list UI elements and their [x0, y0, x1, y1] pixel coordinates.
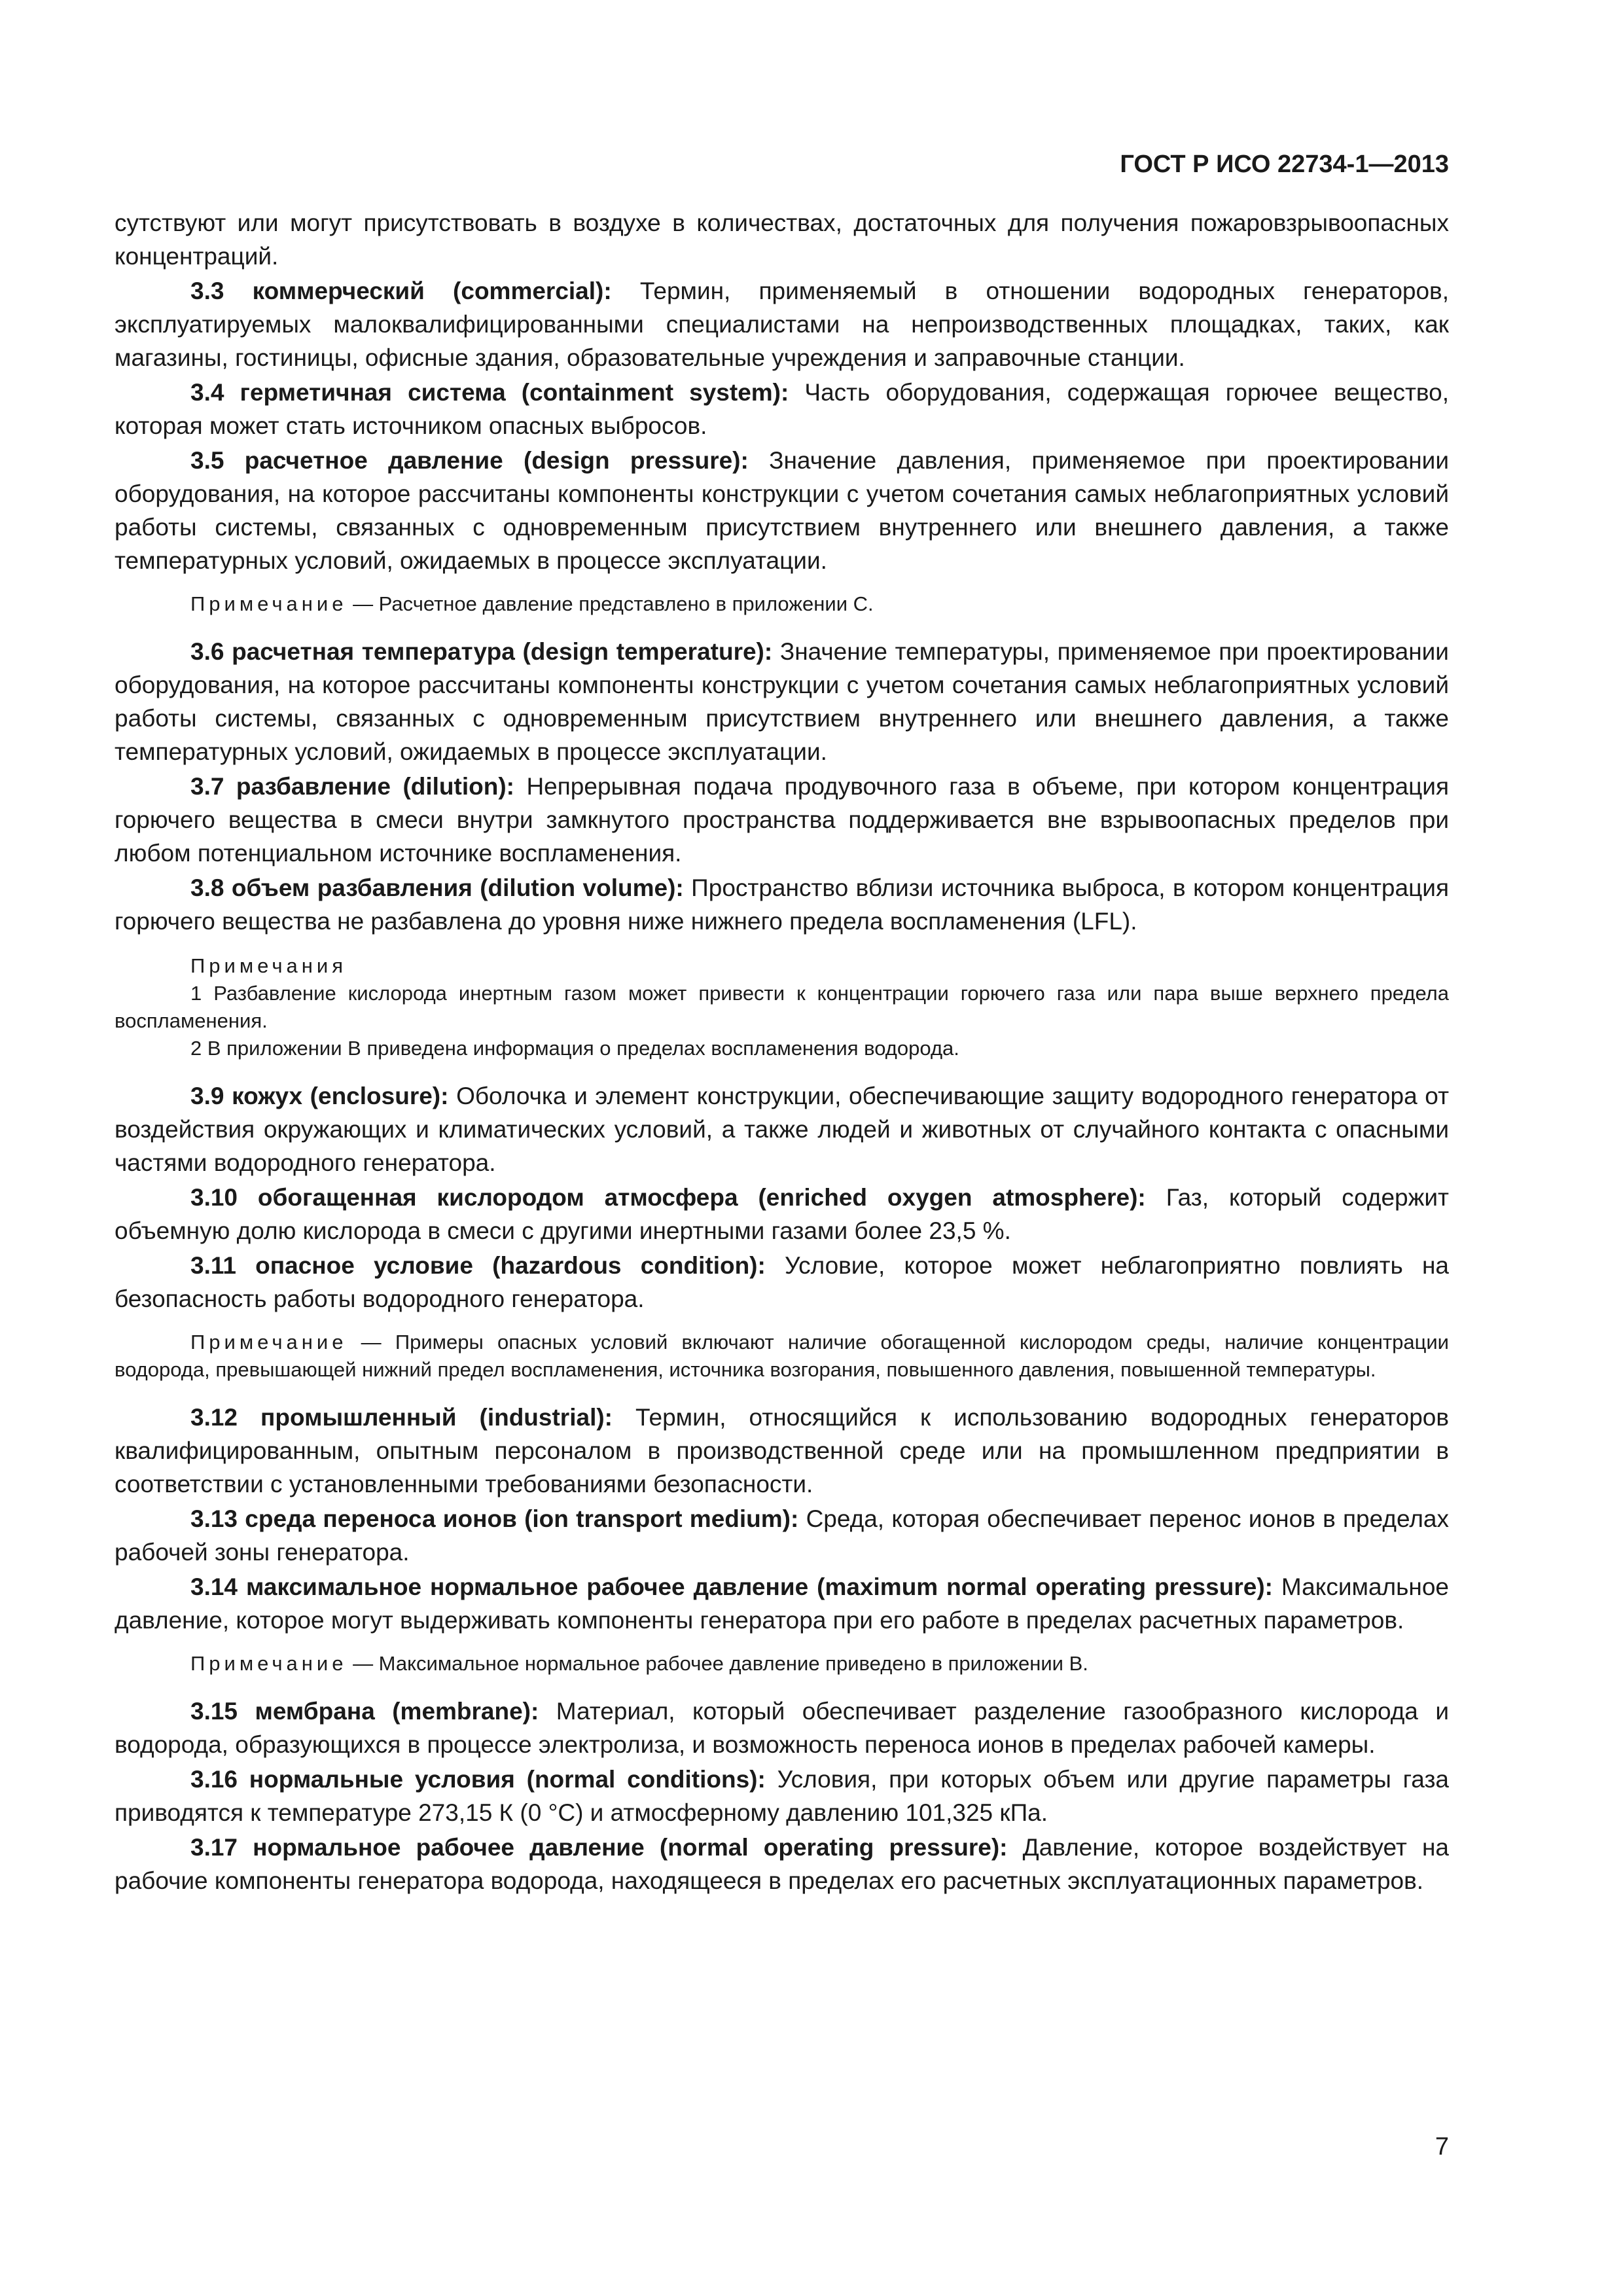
term-3-17: [115, 1831, 1449, 1897]
term-3-10: [115, 1181, 1449, 1247]
notes-heading-3-8: Примечания: [190, 954, 347, 977]
term-definition: Термин, относящийся к использованию водородных генераторов квалифицированным, опытным персоналом в производственной среде или на промышленном предприятии в соответствии с установленными требованиями безопасности.: [115, 1404, 1450, 1498]
note-3-5: [115, 590, 1449, 618]
term-3-15: [115, 1695, 1449, 1761]
term-title: 3.7 разбавление (dilution):: [190, 773, 514, 800]
term-title: 3.9 кожух (enclosure):: [190, 1083, 449, 1109]
term-3-5: [115, 444, 1449, 577]
term-3-11: [115, 1249, 1449, 1316]
term-3-7: [115, 770, 1449, 870]
term-3-16: [115, 1763, 1449, 1829]
term-title: 3.13 среда переноса ионов (ion transport medium):: [190, 1505, 799, 1532]
term-definition: Максимальное давление, которое могут выдерживать компоненты генератора при его работе в пределах расчетных параметров.: [115, 1573, 1449, 1634]
term-title: 3.4 герметичная система (containment system):: [190, 379, 789, 406]
term-definition: Значение температуры, применяемое при проектировании оборудования, на которое рассчитаны компоненты конструкции с учетом сочетания самых неблагоприятных условий работы системы, связанных с одновременным присутствием внутреннего или внешнего давления, а также температурных условий, ожидаемых в процессе эксплуатации.: [115, 638, 1449, 765]
note-3-11: [115, 1329, 1449, 1384]
term-title: 3.15 мембрана (membrane):: [190, 1698, 539, 1725]
term-3-8: [115, 871, 1449, 938]
note-text: — Примеры опасных условий включают наличие обогащенной кислородом среды, наличие концентрации водорода, превышающей нижний предел воспламенения, источника возгорания, повышенного давления, повышенной температуры.: [115, 1331, 1449, 1381]
term-definition: Среда, которая обеспечивает перенос ионов в пределах рабочей зоны генератора.: [115, 1505, 1450, 1566]
term-definition: Термин, применяемый в отношении водородных генераторов, эксплуатируемых малоквалифицированными специалистами на непроизводственных площадках, таких, как магазины, гостиницы, офисные здания, образовательные учреждения и заправочные станции.: [115, 278, 1449, 371]
note-label: Примечание: [190, 592, 348, 615]
term-3-3: [115, 274, 1449, 374]
term-title: 3.10 обогащенная кислородом атмосфера (enriched oxygen atmosphere):: [190, 1184, 1146, 1211]
term-definition: Оболочка и элемент конструкции, обеспечивающие защиту водородного генератора от воздействия окружающих и климатических условий, а также людей и животных от случайного контакта с опасными частями водородного генератора.: [115, 1083, 1450, 1176]
term-definition: Непрерывная подача продувочного газа в объеме, при котором концентрация горючего вещества в смеси внутри замкнутого пространства поддерживается вне взрывоопасных пределов при любом потенциальном источнике воспламенения.: [115, 773, 1449, 867]
term-title: 3.16 нормальные условия (normal conditions):: [190, 1766, 766, 1793]
term-title: 3.17 нормальное рабочее давление (normal operating pressure):: [190, 1834, 1008, 1861]
note-3-14: [115, 1650, 1449, 1677]
note-3-8-item-1: 1 Разбавление кислорода инертным газом может привести к концентрации горючего газа или пара выше верхнего предела воспламенения.: [115, 982, 1449, 1032]
term-3-4: [115, 376, 1449, 442]
term-3-13: [115, 1502, 1449, 1569]
term-definition: Часть оборудования, содержащая горючее вещество, которая может стать источником опасных выбросов.: [115, 379, 1449, 439]
term-definition: Материал, который обеспечивает разделение газообразного кислорода и водорода, образующихся в процессе электролиза, и возможность переноса ионов в пределах рабочей камеры.: [115, 1698, 1449, 1758]
term-3-6: [115, 635, 1449, 768]
term-title: 3.6 расчетная температура (design temperature):: [190, 638, 773, 665]
term-title: 3.11 опасное условие (hazardous condition):: [190, 1252, 766, 1279]
term-definition: Давление, которое воздействует на рабочие компоненты генератора водорода, находящееся в пределах его расчетных эксплуатационных параметров.: [115, 1834, 1449, 1894]
term-definition: Значение давления, применяемое при проектировании оборудования, на которое рассчитаны компоненты конструкции с учетом сочетания самых неблагоприятных условий работы системы, связанных с одновременным присутствием внутреннего или внешнего давления, а также температурных условий, ожидаемых в процессе эксплуатации.: [115, 447, 1449, 574]
page-number: 7: [1435, 2133, 1449, 2161]
note-label: Примечание: [190, 1331, 348, 1354]
note-text: — Расчетное давление представлено в приложении С.: [353, 592, 874, 615]
intro-continuation: сутствуют или могут присутствовать в воздухе в количествах, достаточных для получения пожаровзрывоопасных концентраций.: [115, 209, 1449, 270]
term-3-14: [115, 1570, 1449, 1637]
term-title: 3.3 коммерческий (commercial):: [190, 278, 612, 304]
page-content: [115, 206, 1449, 1899]
term-title: 3.5 расчетное давление (design pressure):: [190, 447, 749, 474]
term-title: 3.12 промышленный (industrial):: [190, 1404, 613, 1431]
term-3-12: [115, 1401, 1449, 1501]
term-definition: Условие, которое может неблагоприятно повлиять на безопасность работы водородного генератора.: [115, 1252, 1449, 1312]
document-code-header: ГОСТ Р ИСО 22734-1—2013: [1120, 151, 1449, 178]
term-3-9: [115, 1079, 1449, 1179]
term-title: 3.8 объем разбавления (dilution volume):: [190, 874, 684, 901]
term-definition: Газ, который содержит объемную долю кислорода в смеси с другими инертными газами более 23,5 %.: [115, 1184, 1450, 1244]
term-title: 3.14 максимальное нормальное рабочее давление (maximum normal operating pressure):: [190, 1573, 1273, 1600]
note-3-8-item-2: 2 В приложении В приведена информация о пределах воспламенения водорода.: [190, 1037, 959, 1060]
note-text: — Максимальное нормальное рабочее давление приведено в приложении В.: [353, 1652, 1088, 1675]
note-label: Примечание: [190, 1652, 348, 1675]
term-definition: Пространство вблизи источника выброса, в котором концентрация горючего вещества не разбавлена до уровня ниже нижнего предела воспламенения (LFL).: [115, 874, 1449, 935]
term-definition: Условия, при которых объем или другие параметры газа приводятся к температуре 273,15 К (0 °С) и атмосферному давлению 101,325 кПа.: [115, 1766, 1449, 1826]
